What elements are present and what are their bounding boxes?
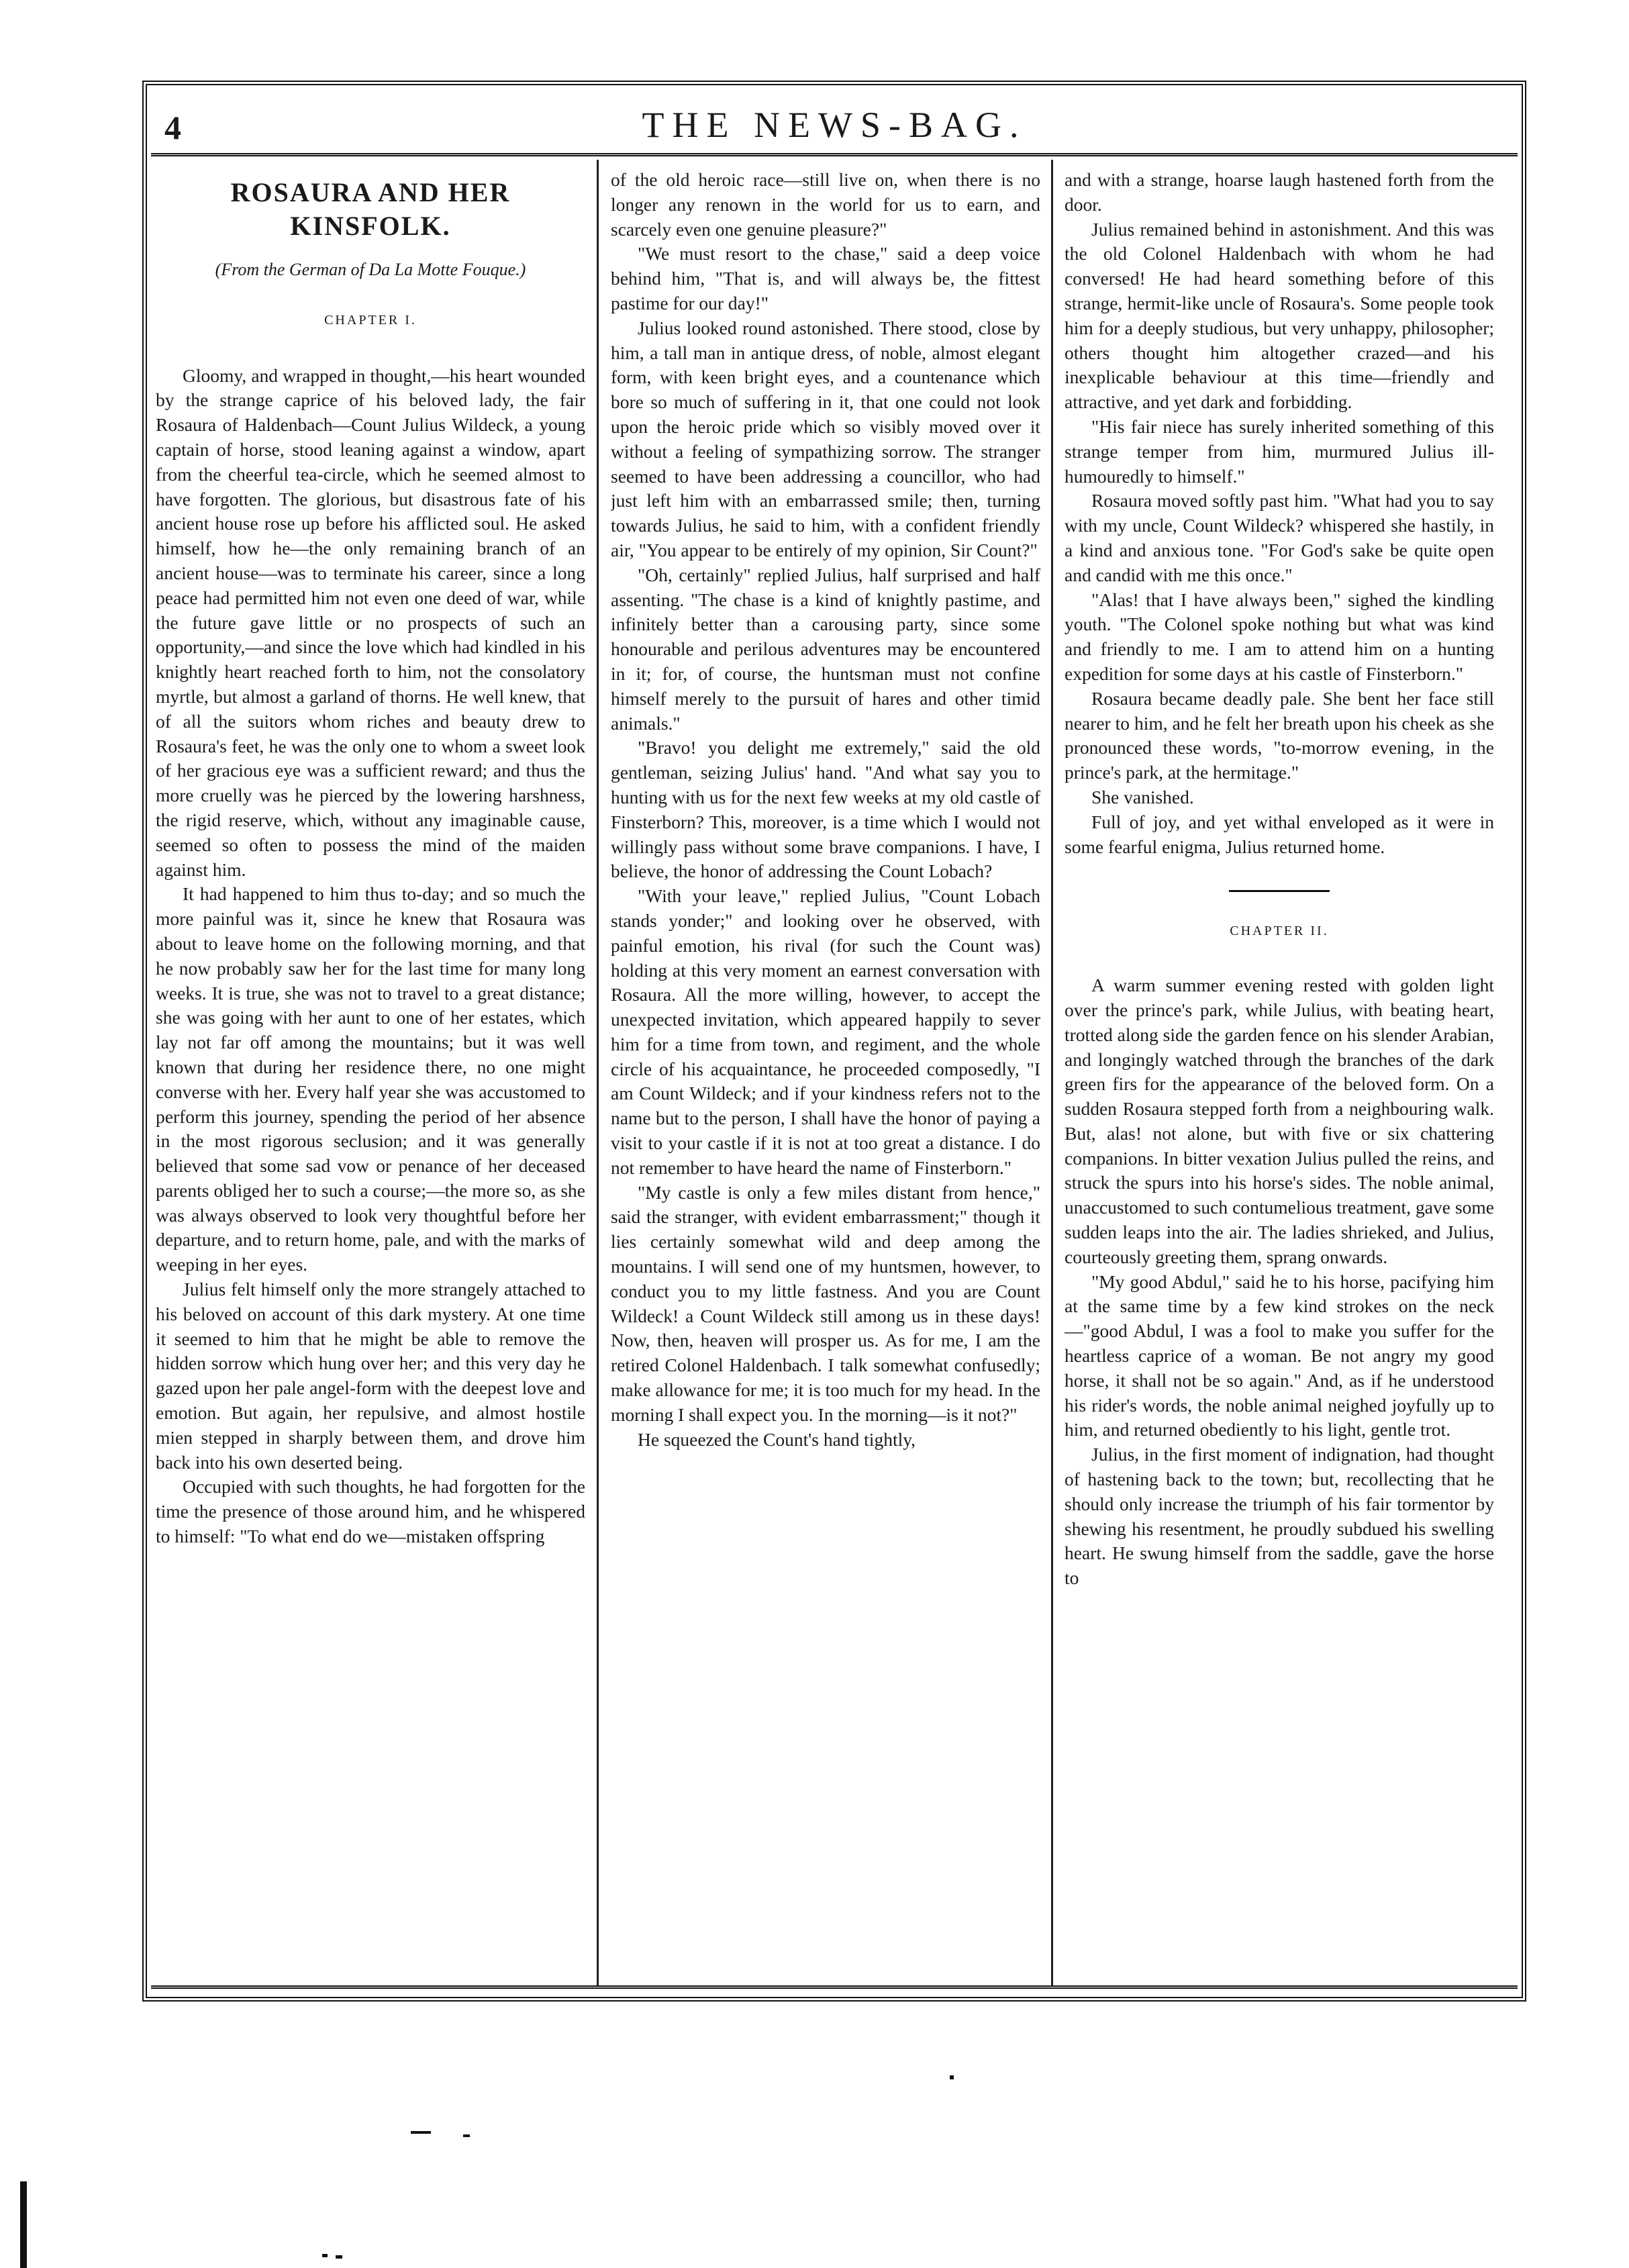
- paragraph: Gloomy, and wrapped in thought,—his heart wounded by the strange caprice of his beloved lady, the fair Rosaura of Haldenbach—Count Julius Wildeck, a young captain of horse, stood leaning against a window, apart from the cheerful tea-circle, which he seemed almost to have forgotten. The glorious, but disastrous fate of his ancient house rose up before his afflicted soul. He asked himself, how he—the only remaining branch of an ancient house—was to terminate his career, since a long peace had permitted him not even one deed of war, while the future gave little or no prospects of such an opportunity,—and since the love which had kindled in his knightly heart reached forth to him, not the consolatory myrtle, but almost a garland of thorns. He well knew, that of all the suitors whom riches and beauty drew to Rosaura's feet, he was the only one to whom a sweet look of her gracious eye was a sufficient reward; and thus the more cruelly was he pierced by the lowering harshness, the rigid reserve, which, without any imaginable cause, seemed so often to possess the mind of the maiden against him.: [156, 364, 585, 880]
- paragraph: "We must resort to the chase," said a deep voice behind him, "That is, and will always be, the fittest pastime for our day!": [611, 243, 1040, 313]
- column-divider: [597, 160, 599, 1987]
- paragraph: Occupied with such thoughts, he had forgotten for the time the presence of those around him, and he whispered to himself: "To what end do we—mistaken offspring: [156, 1476, 585, 1547]
- paragraph: Julius, in the first moment of indignation, had thought of hastening back to the town; but, recollecting that he should only increase the triumph of his fair tormentor by shewing his resentment, he proudly subdued his swelling heart. He swung himself from the saddle, gave the horse to: [1065, 1444, 1494, 1589]
- paragraph: Rosaura moved softly past him. "What had you to say with my uncle, Count Wildeck? whispered she hastily, in a kind and anxious tone. "For God's sake be quite open and candid with me this once.": [1065, 490, 1494, 585]
- paragraph: "His fair niece has surely inherited something of this strange temper from him, murmured Julius ill-humouredly to himself.": [1065, 415, 1494, 487]
- paragraph: "With your leave," replied Julius, "Count Lobach stands yonder;" and looking over he observed, with painful emotion, his rival (for such the Count was) holding at this very moment an earnest conversation with Rosaura. All the more willing, however, to accept the unexpected invitation, which appeared happily to sever him for a time from town, and regiment, and the whole circle of his acquaintance, he proceeded composedly, "I am Count Wildeck; and if your kindness refers not to the name but to the person, I shall have the honor of paying a visit to your castle if it is not at too great a distance. I do not remember to have heard the name of Finsterborn.": [611, 885, 1040, 1178]
- paragraph: "My good Abdul," said he to his horse, pacifying him at the same time by a few kind strokes on the neck—"good Abdul, I was a fool to make you suffer for the heartless caprice of a woman. Be not angry my good horse, it shall not be so again." And, as if he understood his rider's words, the noble animal neighed joyfully up to him, and returned obediently to his light, gentle trot.: [1065, 1271, 1494, 1440]
- column-divider: [1051, 160, 1053, 1987]
- paragraph: "Oh, certainly" replied Julius, half surprised and half assenting. "The chase is a kind of knightly pastime, and infinitely better than a carousing party, since some honourable and perilous adventures may be encountered in it; for, of course, the huntsman must not confine himself merely to the pursuit of hares and other timid animals.": [611, 564, 1040, 734]
- story-source: (From the German of Da La Motte Fouque.): [215, 260, 526, 279]
- paragraph: Julius looked round astonished. There stood, close by him, a tall man in antique dress, of noble, almost elegant form, with keen bright eyes, and a countenance which bore so much of suffering in it, that one could not look upon the heroic pride which so visibly moved over it without a feeling of sympathizing sorrow. The stranger seemed to have been addressing a councillor, who had just left him with an embarrassed smile; then, turning towards Julius, he said to him, with a confident friendly air, "You appear to be entirely of my opinion, Sir Count?": [611, 317, 1040, 560]
- paragraph: "Bravo! you delight me extremely," said the old gentleman, seizing Julius' hand. "And what say you to hunting with us for the next few weeks at my old castle of Finsterborn? This, moreover, is a time which I would not willingly pass without some brave companions. I have, I believe, the honor of addressing the Count Lobach?: [611, 737, 1040, 882]
- paragraph: "Alas! that I have always been," sighed the kindling youth. "The Colonel spoke nothing but what was kind and friendly to me. I am to attend him on a hunting expedition for some days at his castle of Finsterborn.": [1065, 589, 1494, 684]
- scan-speck: [336, 2255, 342, 2259]
- column-3: [1065, 168, 1494, 1967]
- scan-speck: [411, 2131, 431, 2134]
- footer-rule: [151, 1985, 1518, 1989]
- paragraph: It had happened to him thus to-day; and so much the more painful was it, since he knew that Rosaura was about to leave home on the following morning, and that he now probably saw her for the last time for many long weeks. It is true, she was not to travel to a great distance; she was going with her aunt to one of her estates, which lay not far off among the mountains; but it was well known that during her residence there, no one might converse with her. Every half year she was accustomed to perform this journey, spending the period of her absence in the most rigorous seclusion; and it was generally believed that some sad vow or penance of her deceased parents obliged her to such a course;—the more so, as she was always observed to look very thoughtful before her departure, and to return home, pale, and with the marks of weeping in her eyes.: [156, 883, 585, 1275]
- chapter-heading: CHAPTER II.: [1230, 924, 1329, 939]
- paragraph: He squeezed the Count's hand tightly,: [638, 1428, 916, 1450]
- column-1: [156, 168, 585, 1967]
- paragraph: She vanished.: [1091, 786, 1194, 807]
- chapter-heading: CHAPTER I.: [324, 312, 417, 328]
- page-header: [151, 91, 1518, 158]
- paragraph: Julius felt himself only the more strangely attached to his beloved on account of this dark mystery. At one time it seemed to him that he might be able to remove the hidden sorrow which hung over her; and this very day he gazed upon her pale angel-form with the deepest love and emotion. But again, her repulsive, and almost hostile mien stepped in sharply between them, and drove him back into his own deserted being.: [156, 1279, 585, 1473]
- page-number: 4: [164, 109, 181, 146]
- paragraph: Julius remained behind in astonishment. And this was the old Colonel Haldenbach with whom he had conversed! He had heard something before of this strange, hermit-like uncle of Rosaura's. Some people took him for a deeply studious, but very unhappy, philosopher; others thought him altogether crazed—and his inexplicable behaviour at this time—friendly and attractive, and yet dark and forbidding.: [1065, 218, 1494, 413]
- section-rule: [1229, 890, 1330, 892]
- column-2: [611, 168, 1040, 1967]
- scan-speck: [463, 2134, 470, 2137]
- masthead-title: THE NEWS-BAG.: [642, 105, 1027, 145]
- story-title: ROSAURA AND HER KINSFOLK.: [230, 177, 511, 241]
- scan-speck: [322, 2254, 328, 2257]
- paragraph: Full of joy, and yet withal enveloped as it were in some fearful enigma, Julius returned home.: [1065, 811, 1494, 857]
- paragraph: Rosaura became deadly pale. She bent her face still nearer to him, and he felt her breath upon his cheek as she pronounced these words, "to-morrow evening, in the prince's park, at the hermitage.": [1065, 687, 1494, 783]
- scan-speck: [950, 2075, 954, 2079]
- header-rule: [151, 153, 1518, 156]
- paragraph: "My castle is only a few miles distant from hence," said the stranger, with evident embarrassment;" though it lies certainly somewhat wild and deep among the mountains. I will send one of my huntsmen, however, to conduct you to my little fastness. And you are Count Wildeck! a Count Wildeck still among us in these days! Now, then, heaven will prosper us. As for me, I am the retired Colonel Haldenbach. I talk somewhat confusedly; make allowance for me; it is too much for my head. In the morning I shall expect you. In the morning—is it not?": [611, 1181, 1040, 1425]
- paragraph: of the old heroic race—still live on, when there is no longer any renown in the world for us to earn, and scarcely even one genuine pleasure?": [611, 169, 1040, 240]
- paragraph: and with a strange, hoarse laugh hastened forth from the door.: [1065, 169, 1494, 215]
- scan-edge-mark: [20, 2181, 27, 2268]
- paragraph: A warm summer evening rested with golden light over the prince's park, while Julius, with beating heart, trotted along side the garden fence on his slender Arabian, and longingly watched through the branches of the dark green firs for the appearance of the beloved form. On a sudden Rosaura stepped forth from a neighbouring walk. But, alas! not alone, but with five or six chattering companions. In bitter vexation Julius pulled the reins, and struck the spurs into his horse's sides. The noble animal, unaccustomed to such contumelious treatment, gave some sudden leaps into the air. The ladies shrieked, and Julius, courteously greeting them, sprang onwards.: [1065, 975, 1494, 1267]
